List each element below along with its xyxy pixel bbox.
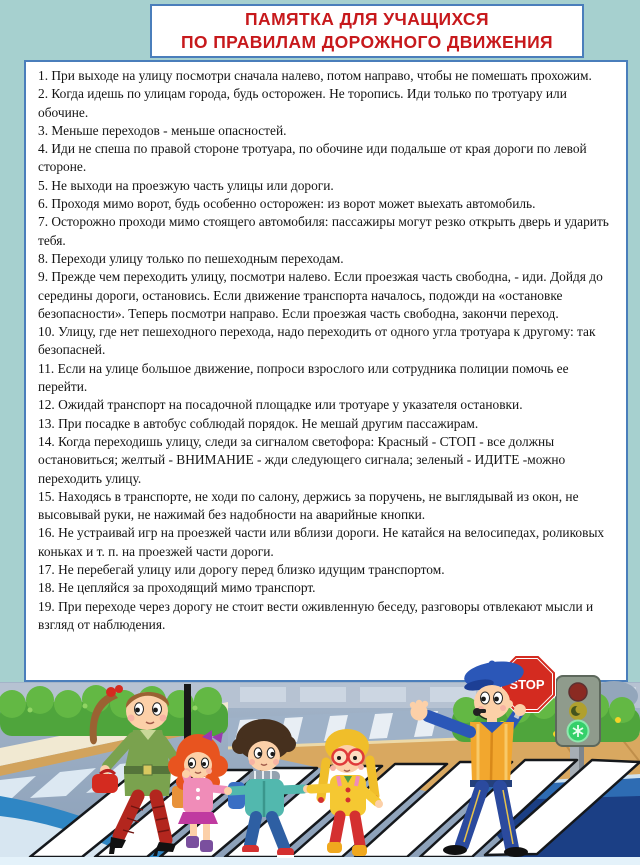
rule-item: 2. Когда идешь по улицам города, будь осторожен. Не торопись. Иди только по тротуару или обочине. <box>38 86 567 120</box>
red-light <box>569 683 587 701</box>
rule-item: 3. Меньше переходов - меньше опасностей. <box>38 122 287 138</box>
rule-item: 14. Когда переходишь улицу, следи за сигналом светофора: Красный - СТОП - все должны остановиться; желтый - ВНИМАНИЕ - жди следующего сигнала; зеленый - ИДИТЕ -можно переходить улицу. <box>38 433 566 486</box>
bottom-strip <box>0 857 640 865</box>
rule-item: 18. Не цепляйся за проходящий мимо транспорт. <box>38 580 316 596</box>
green-light <box>568 721 589 742</box>
rule-item: 1. При выходе на улицу посмотри сначала налево, потом направо, чтобы не помешать прохожим. <box>38 68 592 83</box>
rule-item: 13. При посадке в автобус соблюдай порядок. Не мешай другим пассажирам. <box>38 415 479 431</box>
rule-item: 7. Осторожно проходи мимо стоящего автомобиля: пассажиры могут резко открыть дверь и ударить тебя. <box>38 214 609 248</box>
title-box <box>150 4 584 58</box>
rule-item: 12. Ожидай транспорт на посадочной площадке или тротуаре у указателя остановки. <box>38 397 523 413</box>
red-handbag <box>92 774 118 793</box>
title-line-1: ПАМЯТКА ДЛЯ УЧАЩИХСЯ <box>245 9 489 30</box>
rule-item: 11. Если на улице большое движение, попроси взрослого или сотрудника полиции помочь ее перейти. <box>38 360 569 395</box>
title-line-2: ПО ПРАВИЛАМ ДОРОЖНОГО ДВИЖЕНИЯ <box>180 32 554 52</box>
rule-item: 6. Проходя мимо ворот, будь особенно осторожен: из ворот может выехать автомобиль. <box>38 196 536 212</box>
rules-box <box>24 60 628 682</box>
rule-item: 9. Прежде чем переходить улицу, посмотри налево. Если проезжая часть свободна, - иди. Дойдя до середины дороги, остановись. Если движение транспорта началось, подожди на «остановке безопасности». Теперь посмотри направо. Если проезжая часть свободна, закончи переход. <box>38 269 603 321</box>
rule-item: 19. При переходе через дорогу не стоит вести оживленную беседу, разговоры отвлекают мысли и взгляд от наблюдения. <box>38 598 594 632</box>
yellow-light <box>569 702 587 720</box>
rule-item: 17. Не перебегай улицу или дорогу перед близко идущим транспортом. <box>38 562 445 578</box>
rule-item: 15. Находясь в транспорте, не ходи по салону, держись за поручень, не выглядывай из окон, не высовывай руки, не нажимай без надобности на аварийные кнопки. <box>38 488 579 523</box>
rule-item: 4. Иди не спеша по правой стороне тротуара, по обочине иди подальше от края дороги по левой стороне. <box>38 141 587 175</box>
rule-item: 8. Переходи улицу только по пешеходным переходам. <box>38 250 344 266</box>
street-scene-illustration <box>0 640 640 865</box>
rule-item: 5. Не выходи на проезжую часть улицы или дороги. <box>38 177 334 193</box>
rule-item: 16. Не устраивай игр на проезжей части или вблизи дороги. Не катайся на велосипедах, роликовых коньках и т. п. на проезжей части дороги. <box>38 525 605 559</box>
rule-item: 10. Улицу, где нет пешеходного перехода, надо переходить от одного угла тротуара к другому: так безопасней. <box>38 324 596 358</box>
stop-sign-label: STOP <box>509 677 545 692</box>
